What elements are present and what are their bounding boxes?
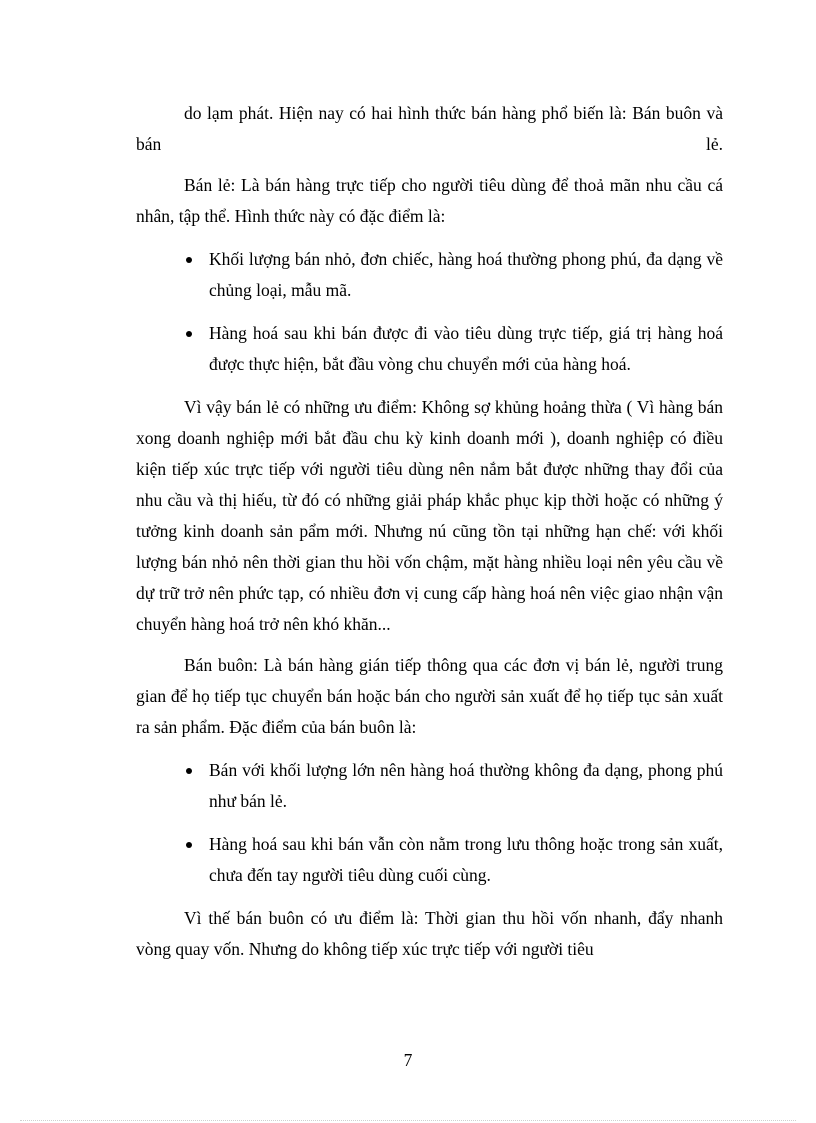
paragraph-uu-diem-ban-buon: Vì thế bán buôn có ưu điểm là: Thời gian thu hồi vốn nhanh, đẩy nhanh vòng quay vốn. Nhưng do không tiếp xúc trực tiếp với người tiêu	[136, 908, 723, 959]
bullet-list-ban-buon	[136, 755, 723, 891]
bullet-icon	[186, 768, 192, 774]
list-item-text: Hàng hoá sau khi bán được đi vào tiêu dùng trực tiếp, giá trị hàng hoá được thực hiện, bắt đầu vòng chu chuyển mới của hàng hoá.	[209, 323, 723, 374]
page-bottom-divider	[20, 1120, 796, 1121]
list-item	[136, 318, 723, 380]
list-item-text: Hàng hoá sau khi bán vẫn còn nằm trong lưu thông hoặc trong sản xuất, chưa đến tay người tiêu dùng cuối cùng.	[209, 834, 723, 885]
paragraph-ban-le: Bán lẻ: Là bán hàng trực tiếp cho người tiêu dùng để thoả mãn nhu cầu cá nhân, tập thể. Hình thức này có đặc điểm là:	[136, 175, 723, 226]
list-item	[136, 244, 723, 306]
list-item	[136, 829, 723, 891]
list-item	[136, 755, 723, 817]
paragraph-intro: do lạm phát. Hiện nay có hai hình thức bán hàng phổ biến là: Bán buôn và bán lẻ.	[136, 103, 723, 154]
bullet-icon	[186, 842, 192, 848]
bullet-icon	[186, 331, 192, 337]
paragraph-uu-diem-ban-le: Vì vậy bán lẻ có những ưu điểm: Không sợ khủng hoảng thừa ( Vì hàng bán xong doanh nghiệp mới bắt đầu chu kỳ kinh doanh mới ), doanh nghiệp có điều kiện tiếp xúc trực tiếp với người tiêu dùng nên nắm bắt được những thay đổi của nhu cầu và thị hiếu, từ đó có những giải pháp khắc phục kịp thời hoặc có những ý tưởng kinh doanh sản pẩm mới. Nhưng nú cũng tồn tại những hạn chế: với khối lượng bán nhỏ nên thời gian thu hồi vốn chậm, mặt hàng nhiều loại nên yêu cầu về dự trữ trở nên phức tạp, có nhiều đơn vị cung cấp hàng hoá nên việc giao nhận vận chuyển hàng hoá trở nên khó khăn...	[136, 397, 723, 634]
paragraph-ban-buon: Bán buôn: Là bán hàng gián tiếp thông qua các đơn vị bán lẻ, người trung gian để họ tiếp tục chuyển bán hoặc bán cho người sản xuất để họ tiếp tục sản xuất ra sản phẩm. Đặc điểm của bán buôn là:	[136, 655, 723, 737]
list-item-text: Khối lượng bán nhỏ, đơn chiếc, hàng hoá thường phong phú, đa dạng về chủng loại, mẫu mã.	[209, 249, 723, 300]
bullet-icon	[186, 257, 192, 263]
page-number: 7	[403, 1050, 413, 1070]
page-body	[136, 98, 723, 965]
bullet-list-ban-le	[136, 244, 723, 380]
list-item-text: Bán với khối lượng lớn nên hàng hoá thường không đa dạng, phong phú như bán lẻ.	[209, 760, 723, 811]
